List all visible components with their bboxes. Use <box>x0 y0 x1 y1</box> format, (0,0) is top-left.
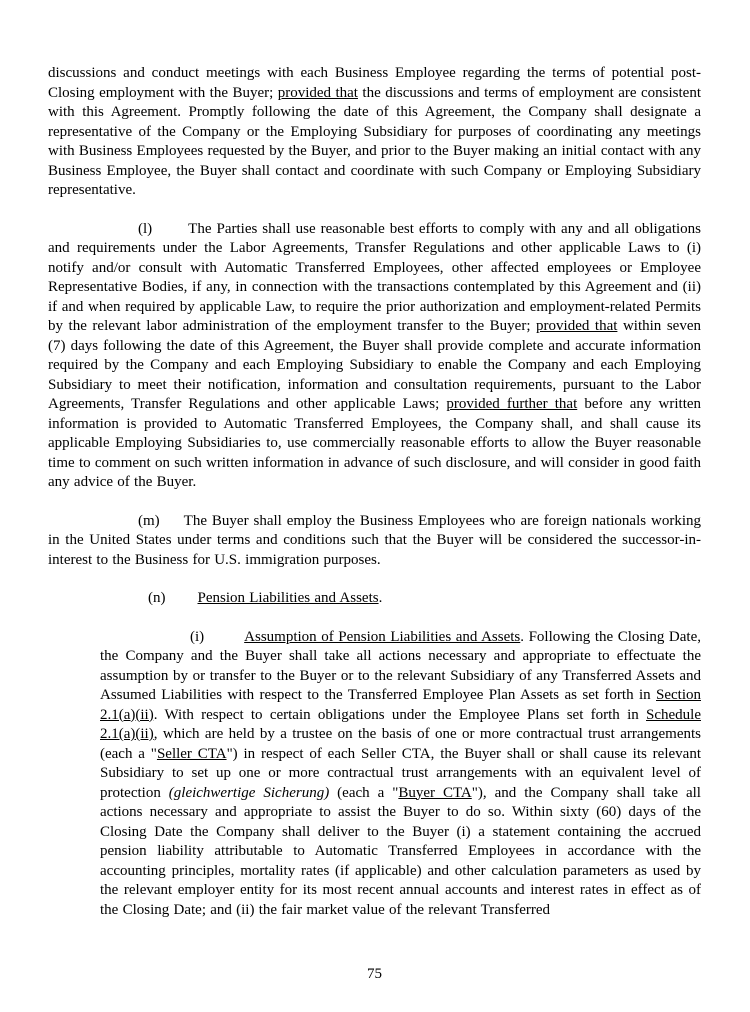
paragraph-clause-m: (m) The Buyer shall employ the Business Employees who are foreign nationals working in the United States under terms and conditions such that the Buyer will be considered the successor-in-interest to the Business for U.S. immigration purposes. <box>48 512 701 568</box>
page-number: 75 <box>367 966 382 982</box>
paragraph-clause-l: (l) The Parties shall use reasonable best efforts to comply with any and all obligations and requirements under the Labor Agreements, Transfer Regulations and other applicable Laws to (i) notify and/or consult with Automatic Transferred Employees, other affected employees or Employee Representative Bodies, if any, in connection with the transactions contemplated by this Agreement and (ii) if and when required by applicable Law, to require the prior authorization and employment-related Permits by the relevant labor administration of the employment transfer to the Buyer; provided that within seven (7) days following the date of this Agreement, the Buyer shall provide complete and accurate information required by the Company and each Employing Subsidiary to enable the Company and each Employing Subsidiary to meet their notification, information and consultation requirements, pursuant to the Labor Agreements, Transfer Regulations and other applicable Laws; provided further that before any written information is provided to Automatic Transferred Employees, the Company shall, and shall cause its applicable Employing Subsidiaries to, use commercially reasonable efforts to allow the Buyer reasonable time to comment on such written information in advance of such disclosure, and will consider in good faith any advice of the Buyer. <box>48 220 702 490</box>
paragraph-clause-n-heading: (n) Pension Liabilities and Assets. <box>148 590 383 606</box>
page-content <box>48 64 701 939</box>
paragraph-clause-n-i: (i) Assumption of Pension Liabilities and Assets. Following the Closing Date, the Company and the Buyer shall take all actions necessary and appropriate to effectuate the assumption by or transfer to the Buyer or to the relevant Subsidiary of any Transferred Assets and Assumed Liabilities with respect to the Transferred Employee Plan Assets as set forth in Section 2.1(a)(ii). With respect to certain obligations under the Employee Plans set forth in Schedule 2.1(a)(ii), which are held by a trustee on the basis of one or more contractual trust arrangements (each a "Seller CTA") in respect of each Seller CTA, the Buyer shall or shall cause its relevant Subsidiary to set up one or more contractual trust arrangements with an equivalent level of protection (gleichwertige Sicherung) (each a "Buyer CTA"), and the Company shall take all actions necessary and appropriate to assist the Buyer to do so. Within sixty (60) days of the Closing Date the Company shall deliver to the Buyer (i) a statement containing the accrued pension liability attributable to Automatic Transferred Employees in accordance with the accounting principles, mortality rates (if applicable) and other calculation parameters as used by the relevant employer entity for its most recent annual accounts and interest rates in effect as of the Closing Date; and (ii) the fair market value of the relevant Transferred <box>100 628 701 918</box>
paragraph-continuation: discussions and conduct meetings with each Business Employee regarding the terms of potential post-Closing employment with the Buyer; provided that the discussions and terms of employment are consistent with this Agreement. Promptly following the date of this Agreement, the Company shall designate a representative of the Company or the Employing Subsidiary for purposes of coordinating any meetings with Business Employees requested by the Buyer, and prior to the Buyer making an initial contact with any Business Employee, the Buyer shall contact and coordinate with such Company or Employing Subsidiary representative. <box>48 65 701 198</box>
